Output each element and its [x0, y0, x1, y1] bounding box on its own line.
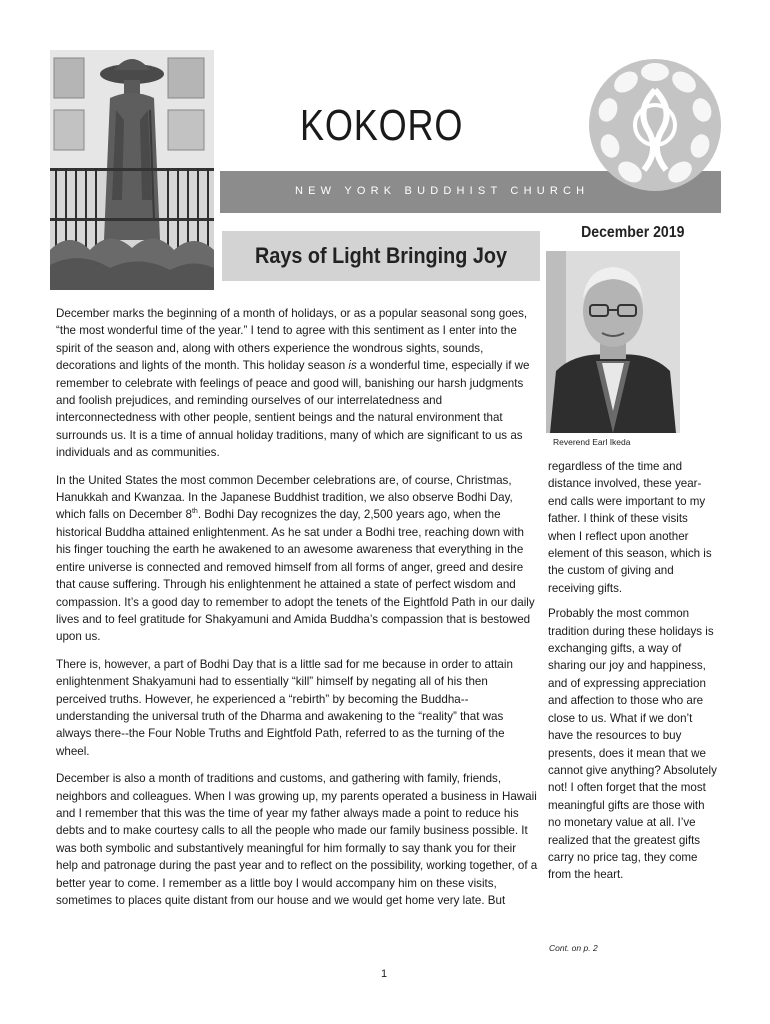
- temple-crest-logo: [586, 50, 724, 200]
- newsletter-title: KOKORO: [300, 101, 464, 150]
- page-number: 1: [381, 968, 388, 980]
- paragraph-1: December marks the beginning of a month of holidays, or as a popular seasonal song goes, “the most wonderful time of the year.” I tend to agree with this sentiment as I enter into the spirit of the season and, along with others experience the wondrous sights, sounds, decorations and lights of the month. This holiday season is a wonderful time, especially if we remember to celebrate with feelings of peace and good will, banishing our harsh judgments and foolish prejudices, and reminding ourselves of our interrelatedness and interconnectedness with other people, sentient beings and the natural environment that surrounds us. It is a time of annual holiday traditions, many of which are significant to us as individuals and as communities.: [56, 307, 530, 460]
- side-paragraph-2: Probably the most common tradition during these holidays is exchanging gifts, a way of sharing our joy and happiness, and of expressing appreciation and affection to those who are close to us. What if we don’t have the resources to buy presents, does it mean that we cannot give anything? Absolutely not! I often forget that the most meaningful gifts are those with no monetary value at all. I’ve realized that the greatest gifts carry no price tag, they come from the heart.: [548, 607, 717, 882]
- article-side-column: [548, 458, 718, 892]
- article-main-column: [56, 305, 540, 919]
- paragraph-4: December is also a month of traditions and customs, and gathering with family, friends, neighbors and colleagues. When I was growing up, my parents operated a business in Hawaii and I remember that this was the time of year my father always made a point to reduce his debts and to make courtesy calls to all the people who made our family business possible. It was both symbolic and substantively meaningful for him formally to say thank you for their help and patronage during the past year and to reflect on the possibility, working together, of a better year to come. I remember as a little boy I would accompany him on these visits, sometimes to places quite distant from our house and we would get home very late. But: [56, 772, 538, 907]
- paragraph-3: There is, however, a part of Bodhi Day that is a little sad for me because in order to attain enlightenment Shakyamuni had to essentially “kill” himself by negating all of his then perceived truths. However, he experienced a “rebirth” by becoming the Buddha--understanding the universal truth of the Dharma and awakening to the “reality” that was always there--the Four Noble Truths and Eightfold Path, referred to as the turning of the wheel.: [56, 657, 513, 758]
- side-paragraph-1: regardless of the time and distance involved, these year-end calls were important to my father. I think of these visits when I reflect upon another element of this season, which is the custom of giving and receiving gifts.: [548, 460, 712, 595]
- continued-note: Cont. on p. 2: [549, 943, 598, 953]
- paragraph-2: In the United States the most common December celebrations are, of course, Christmas, Hanukkah and Kwanzaa. In the Japanese Buddhist tradition, we also observe Bodhi Day, which falls on December 8th. Bodhi Day recognizes the day, 2,500 years ago, when the historical Buddha attained enlightenment. As he sat under a Bodhi tree, reaching down with his finger touching the earth he awakened to an awesome awareness that everything in the entire universe is connected and removed himself from all forms of anger, greed and desire that cause suffering. Through his enlightenment he attained a state of perfect wisdom and compassion. It’s a good day to remember to adopt the tenets of the Eightfold Path in our daily lives and to feel gratitude for Shakyamuni and Amida Buddha’s compassion that is bestowed upon us.: [56, 473, 535, 644]
- article-headline: Rays of Light Bringing Joy: [255, 243, 507, 268]
- issue-date: December 2019: [580, 224, 684, 241]
- reverend-portrait-photo: [546, 251, 680, 433]
- newsletter-subtitle: NEW YORK BUDDHIST CHURCH: [295, 185, 590, 197]
- photo-caption: Reverend Earl Ikeda: [553, 437, 631, 447]
- statue-photo: [50, 50, 214, 290]
- headline-box: [222, 231, 540, 281]
